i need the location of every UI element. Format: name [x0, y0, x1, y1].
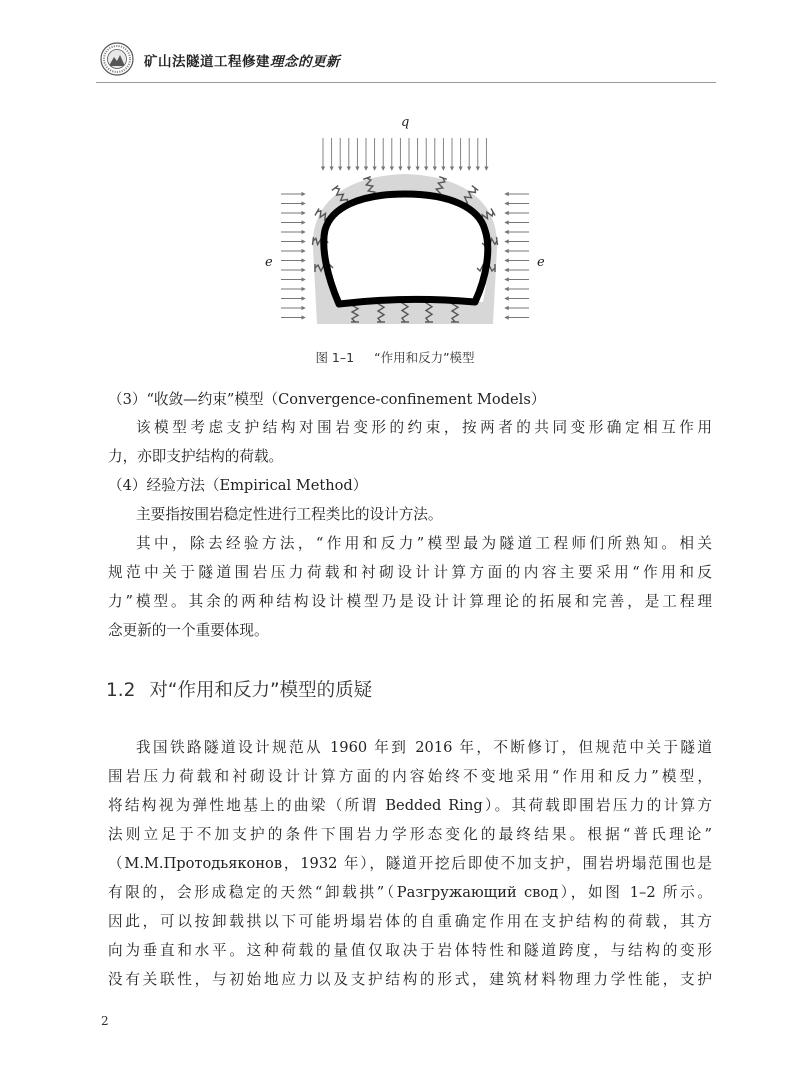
para-1-line-2: 规范中关于隧道围岩压力荷载和衬砌设计计算方面的内容主要采用“作用和反 — [108, 564, 712, 581]
para-2-line-8: 向为垂直和水平。这种荷载的量值仅取决于岩体特性和隧道跨度，与结构的变形 — [108, 942, 712, 959]
label-e-right: e — [537, 255, 545, 270]
tunnel-lining-ring — [324, 194, 488, 304]
para-1-line-1: 其中，除去经验方法，“作用和反力”模型最为隧道工程师们所熟知。相关 — [136, 535, 712, 552]
header-title — [144, 50, 340, 70]
section-heading — [106, 676, 372, 702]
running-header — [96, 38, 716, 88]
para-2-line-5: （М.М.Протодьяконов，1932 年），隧道开挖后即使不加支护，围岩坍塌范围也是 — [108, 855, 712, 872]
para-2-line-9: 没有关联性，与初始地应力以及支护结构的形式，建筑材料物理力学性能，支护 — [108, 971, 712, 988]
label-q: q — [401, 115, 410, 130]
figure-caption — [0, 348, 790, 366]
para-2-line-2: 围岩压力荷载和衬砌设计计算方面的内容始终不变地采用“作用和反力”模型， — [108, 768, 712, 785]
item-4-heading: （4）经验方法（Empirical Method） — [108, 477, 368, 494]
para-2-line-7: 因此，可以按卸载拱以下可能坍塌岩体的自重确定作用在支护结构的荷载，其方 — [108, 913, 712, 930]
figure-1-1 — [255, 108, 555, 348]
spring-anchor — [497, 237, 498, 245]
item-3-heading: （3）“收敛—约束”模型（Convergence-confinement Models） — [108, 391, 546, 408]
item-3-desc-line-2: 力，亦即支护结构的荷载。 — [108, 448, 284, 465]
header-divider — [96, 82, 716, 83]
header-title-italic: 理念的更新 — [270, 54, 340, 70]
vertical-load-arrows — [323, 138, 486, 170]
section-number: 1.2 — [106, 680, 136, 701]
item-4-desc: 主要指按围岩稳定性进行工程类比的设计方法。 — [136, 506, 443, 523]
para-1-line-4: 念更新的一个重要体现。 — [108, 622, 269, 639]
section-title: 对“作用和反力”模型的质疑 — [149, 680, 373, 701]
para-2-line-3: 将结构视为弹性地基上的曲梁（所谓 Bedded Ring）。其荷载即围岩压力的计算方 — [108, 797, 712, 814]
para-1-line-3: 力”模型。其余的两种结构设计模型乃是设计计算理论的拓展和完善，是工程理 — [108, 593, 712, 610]
header-title-main: 矿山法隧道工程修建 — [144, 54, 270, 70]
para-2-line-1: 我国铁路隧道设计规范从 1960 年到 2016 年，不断修订，但规范中关于隧道 — [136, 739, 712, 756]
caption-text: “作用和反力”模型 — [374, 350, 475, 365]
tunnel-load-diagram — [255, 108, 555, 348]
item-3-desc-line-1: 该模型考虑支护结构对围岩变形的约束，按两者的共同变形确定相互作用 — [136, 419, 712, 436]
publisher-logo-icon — [100, 42, 134, 76]
para-2-line-6: 有限的，会形成稳定的天然“卸载拱”（Разгружающий свод），如图 1–2 所示。 — [108, 884, 712, 901]
para-2-line-4: 法则立足于不加支护的条件下围岩力学形态变化的最终结果。根据“普氏理论” — [108, 826, 712, 843]
page-number: 2 — [101, 1014, 109, 1028]
label-e-left: e — [265, 255, 273, 270]
spring-anchor — [313, 237, 314, 245]
caption-number: 图 1–1 — [315, 350, 355, 365]
